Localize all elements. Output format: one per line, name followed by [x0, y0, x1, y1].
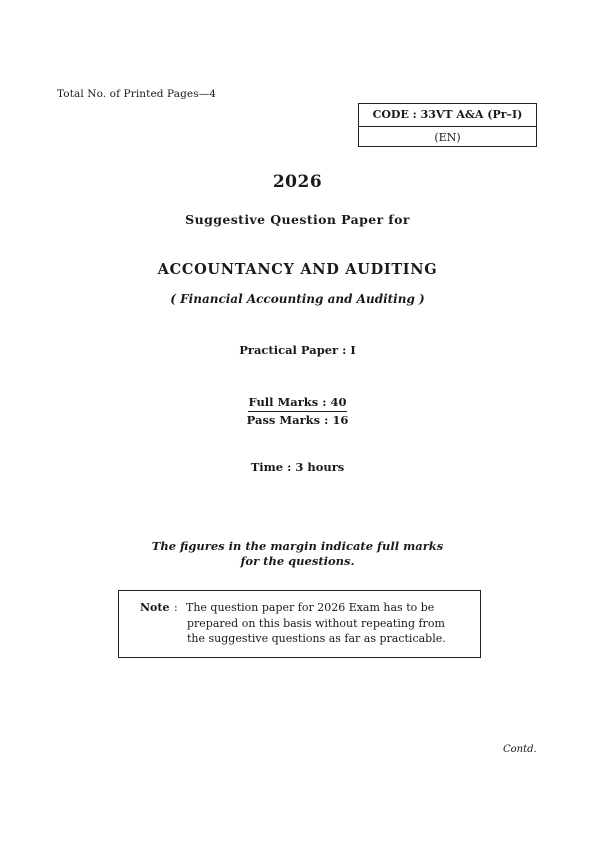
note-colon: : — [174, 601, 178, 614]
pass-marks: Pass Marks : 16 — [246, 413, 349, 427]
note-line-1: The question paper for 2026 Exam has to be — [186, 601, 435, 614]
exam-time: Time : 3 hours — [250, 460, 345, 474]
practical-paper-label: Practical Paper : I — [239, 343, 356, 357]
full-marks: Full Marks : 40 — [248, 395, 346, 412]
paper-code: CODE : 33VT A&A (Pr–I) — [359, 104, 536, 127]
note-label: Note — [140, 601, 170, 614]
margin-instructions-line-1: The figures in the margin indicate full marks — [151, 539, 444, 553]
note-line-3: the suggestive questions as far as practicable. — [187, 632, 446, 645]
paper-name: ( Financial Accounting and Auditing ) — [170, 292, 425, 306]
continued-label: Contd. — [503, 744, 537, 755]
paper-code-box — [358, 103, 537, 147]
subject-title: ACCOUNTANCY AND AUDITING — [157, 261, 438, 278]
margin-instructions — [0, 539, 595, 569]
paper-subtitle: Suggestive Question Paper for — [185, 212, 410, 227]
note-box — [118, 590, 481, 658]
exam-year: 2026 — [272, 172, 323, 192]
full-marks-wrap — [0, 391, 595, 412]
paper-language: (EN) — [434, 131, 461, 144]
note-line-2: prepared on this basis without repeating from — [187, 616, 445, 630]
printed-pages-count: Total No. of Printed Pages—4 — [57, 88, 217, 100]
note-text — [186, 600, 472, 647]
margin-instructions-line-2: for the questions. — [240, 554, 355, 568]
